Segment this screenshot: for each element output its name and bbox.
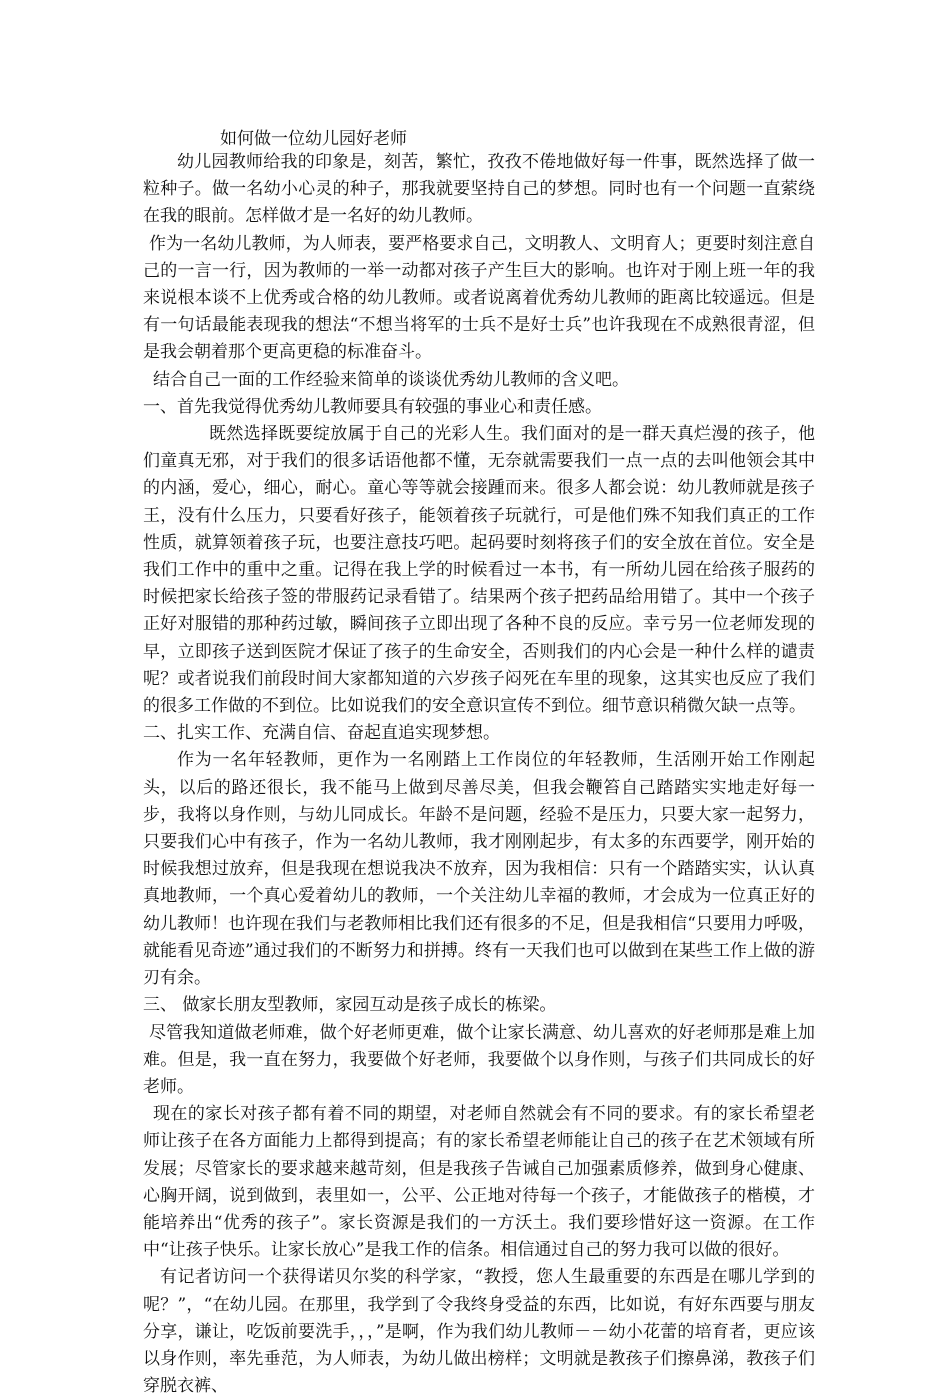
paragraph: 作为一名年轻教师，更作为一名刚踏上工作岗位的年轻教师，生活刚开始工作刚起头，以后的路还很长，我不能马上做到尽善尽美，但我会鞭笞自己踏踏实实地走好每一步，我将以身作则，与幼儿同成长。年龄不是问题，经验不是压力，只要大家一起努力，只要我们心中有孩子，作为一名幼儿教师，我才刚刚起步，有太多的东西要学，刚开始的时候我想过放弃，但是我现在想说我决不放弃，因为我相信：只有一个踏踏实实，认认真真地教师，一个真心爱着幼儿的教师，一个关注幼儿幸福的教师，才会成为一位真正好的幼儿教师！也许现在我们与老教师相比我们还有很多的不足，但是我相信“只要用力呼吸，就能看见奇迹”通过我们的不断努力和拼搏。终有一天我们也可以做到在某些工作上做的游刃有余。: [143, 750, 815, 989]
paragraph: 既然选择既要绽放属于自己的光彩人生。我们面对的是一群天真烂漫的孩子，他们童真无邪，对于我们的很多话语他都不懂，无奈就需要我们一点一点的去叫他领会其中的内涵，爱心，细心，耐心。童心等等就会接踵而来。很多人都会说：幼儿教师就是孩子王，没有什么压力，只要看好孩子，能领着孩子玩就行，可是他们殊不知我们真正的工作性质，就算领着孩子玩，也要注意技巧吧。起码要时刻将孩子们的安全放在首位。安全是我们工作中的重中之重。记得在我上学的时候看过一本书，有一所幼儿园在给孩子服药的时候把家长给孩子签的带服药记录看错了。结果两个孩子把药品给用错了。其中一个孩子正好对服错的那种药过敏，瞬间孩子立即出现了各种不良的反应。幸亏另一位老师发现的早，立即孩子送到医院才保证了孩子的生命安全，否则我们的内心会是一种什么样的谴责呢？或者说我们前段时间大家都知道的六岁孩子闷死在车里的现象，这其实也反应了我们的很多工作做的不到位。比如说我们的安全意识宣传不到位。细节意识稍微欠缺一点等。: [143, 424, 815, 717]
section-heading: 二、扎实工作、充满自信、奋起直追实现梦想。: [143, 723, 500, 744]
document-body: [143, 149, 815, 1400]
paragraph: 尽管我知道做老师难，做个好老师更难，做个让家长满意、幼儿喜欢的好老师那是难上加难。但是，我一直在努力，我要做个好老师，我要做个以身作则，与孩子们共同成长的好老师。: [143, 1022, 815, 1097]
paragraph: 现在的家长对孩子都有着不同的期望，对老师自然就会有不同的要求。有的家长希望老师让孩子在各方面能力上都得到提高；有的家长希望老师能让自己的孩子在艺术领域有所发展；尽管家长的要求越来越苛刻，但是我孩子告诫自己加强素质修养，做到身心健康、心胸开阔，说到做到，表里如一，公平、公正地对待每一个孩子，才能做孩子的楷模，才能培养出“优秀的孩子”。家长资源是我们的一方沃土。我们要珍惜好这一资源。在工作中“让孩子快乐。让家长放心”是我工作的信条。相信通过自己的努力我可以做的很好。: [143, 1104, 815, 1261]
paragraph: 结合自己一面的工作经验来简单的谈谈优秀幼儿教师的含义吧。: [153, 369, 629, 390]
section-heading: 一、首先我觉得优秀幼儿教师要具有较强的事业心和责任感。: [143, 396, 602, 417]
section-heading: 三、 做家长朋友型教师，家园互动是孩子成长的栋梁。: [143, 995, 557, 1016]
paragraph: 幼儿园教师给我的印象是，刻苦，繁忙，孜孜不倦地做好每一件事，既然选择了做一粒种子。做一名幼小心灵的种子，那我就要坚持自己的梦想。同时也有一个问题一直萦绕在我的眼前。怎样做才是一名好的幼儿教师。: [143, 152, 815, 227]
paragraph: 作为一名幼儿教师，为人师表，要严格要求自己，文明教人、文明育人；更要时刻注意自己的一言一行，因为教师的一举一动都对孩子产生巨大的影响。也许对于刚上班一年的我来说根本谈不上优秀或合格的幼儿教师。或者说离着优秀幼儿教师的距离比较遥远。但是有一句话最能表现我的想法“不想当将军的士兵不是好士兵”也许我现在不成熟很青涩，但是我会朝着那个更高更稳的标准奋斗。: [143, 233, 815, 363]
document-title: 如何做一位幼儿园好老师: [220, 129, 407, 149]
paragraph: 有记者访问一个获得诺贝尔奖的科学家，“教授，您人生最重要的东西是在哪儿学到的呢？”，“在幼儿园。在那里，我学到了令我终身受益的东西，比如说，有好东西要与朋友分享，谦让，吃饭前要洗手，，，”是啊，作为我们幼儿教师－－幼小花蕾的培育者，更应该以身作则，率先垂范，为人师表，为幼儿做出榜样；文明就是教孩子们擦鼻涕，教孩子们穿脱衣裤、: [143, 1267, 815, 1397]
